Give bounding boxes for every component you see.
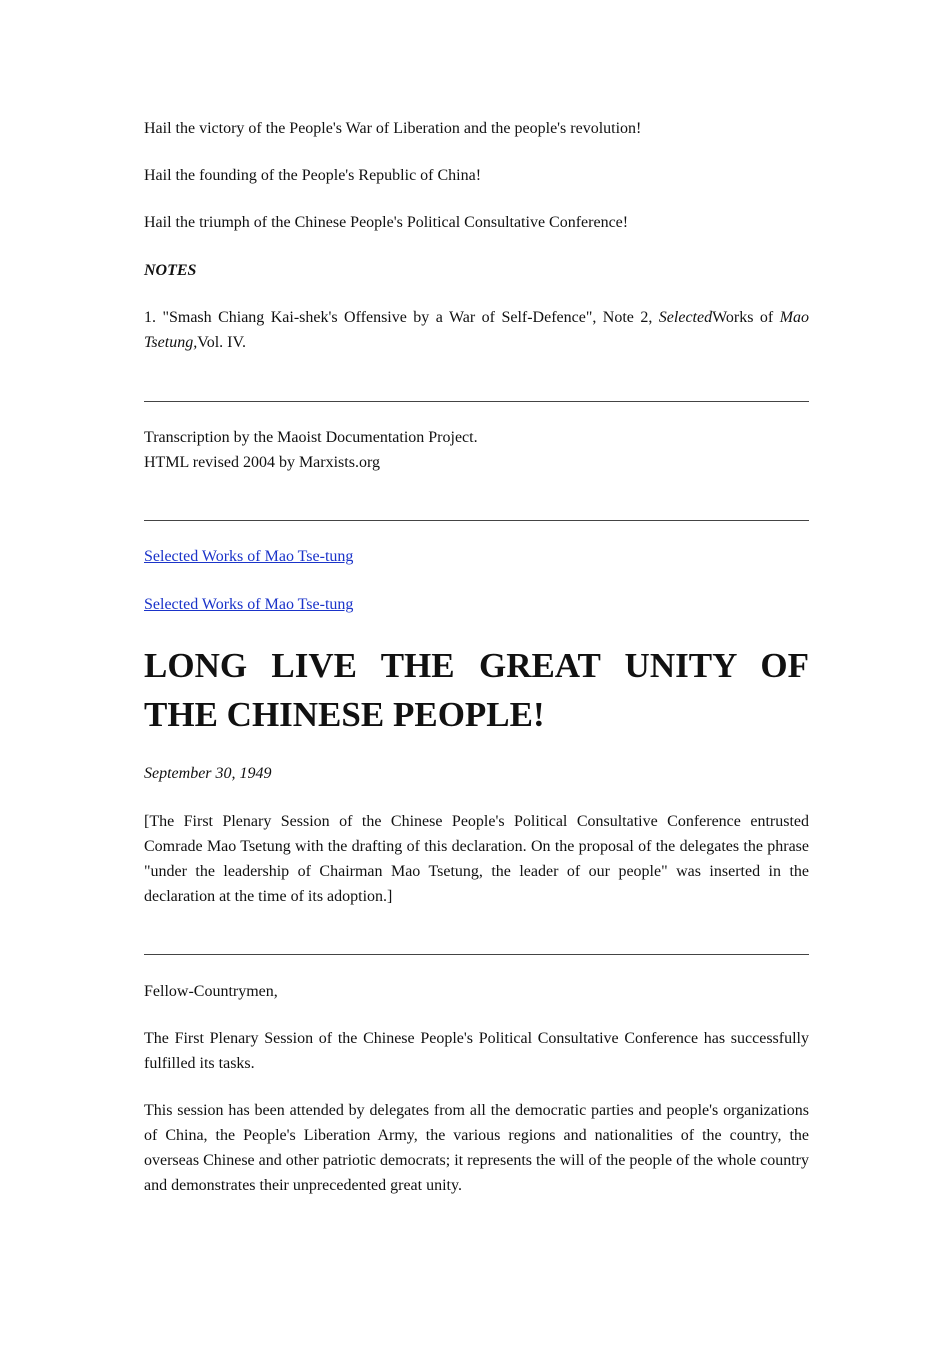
transcription-credit: Transcription by the Maoist Documentation Project. — [144, 429, 478, 446]
hail-line-victory: Hail the victory of the People's War of Liberation and the people's revolution! — [144, 120, 642, 137]
horizontal-rule-2 — [144, 520, 809, 521]
link-paragraph-1 — [144, 544, 809, 569]
article-intro: [The First Plenary Session of the Chinese People's Political Consultative Conference entrusted Comrade Mao Tsetung with the drafting of this declaration. On the proposal of the delegates the phrase "under the leadership of Chairman Mao Tsetung, the leader of our people" was inserted in the declaration at the time of its adoption.] — [144, 813, 809, 905]
note-1-works-of: Works of — [712, 309, 780, 326]
note-1 — [144, 305, 809, 355]
hail-line-founding: Hail the founding of the People's Republic of China! — [144, 167, 482, 184]
horizontal-rule-1 — [144, 401, 809, 402]
hail-line-triumph: Hail the triumph of the Chinese People's Political Consultative Conference! — [144, 214, 629, 231]
html-revised-credit: HTML revised 2004 by Marxists.org — [144, 454, 380, 471]
note-1-prefix: 1. "Smash Chiang Kai-shek's Offensive by a War of Self-Defence", Note 2, — [144, 309, 659, 326]
article-paragraph-2: This session has been attended by delegates from all the democratic parties and people's organizations of China, the People's Liberation Army, the various regions and nationalities of the country, the overseas Chinese and other patriotic democrats; it represents the will of the people of the whole country and demonstrates their unprecedented great unity. — [144, 1102, 809, 1194]
selected-works-link-1[interactable]: Selected Works of Mao Tse-tung — [144, 548, 354, 565]
link-paragraph-2 — [144, 592, 809, 617]
horizontal-rule-3 — [144, 954, 809, 955]
article-paragraph-1: The First Plenary Session of the Chinese People's Political Consultative Conference has successfully fulfilled its tasks. — [144, 1030, 809, 1072]
note-1-italic-mao-tsetung: Mao Tsetung, — [144, 309, 810, 351]
note-1-italic-selected: Selected — [658, 309, 713, 326]
notes-heading: NOTES — [144, 262, 197, 279]
salutation: Fellow-Countrymen, — [144, 983, 278, 1000]
note-1-suffix: Vol. IV. — [197, 334, 246, 351]
selected-works-link-2[interactable]: Selected Works of Mao Tse-tung — [144, 596, 354, 613]
article-title: LONG LIVE THE GREAT UNITY OF THE CHINESE PEOPLE! — [144, 646, 809, 734]
article-date: September 30, 1949 — [144, 765, 272, 782]
